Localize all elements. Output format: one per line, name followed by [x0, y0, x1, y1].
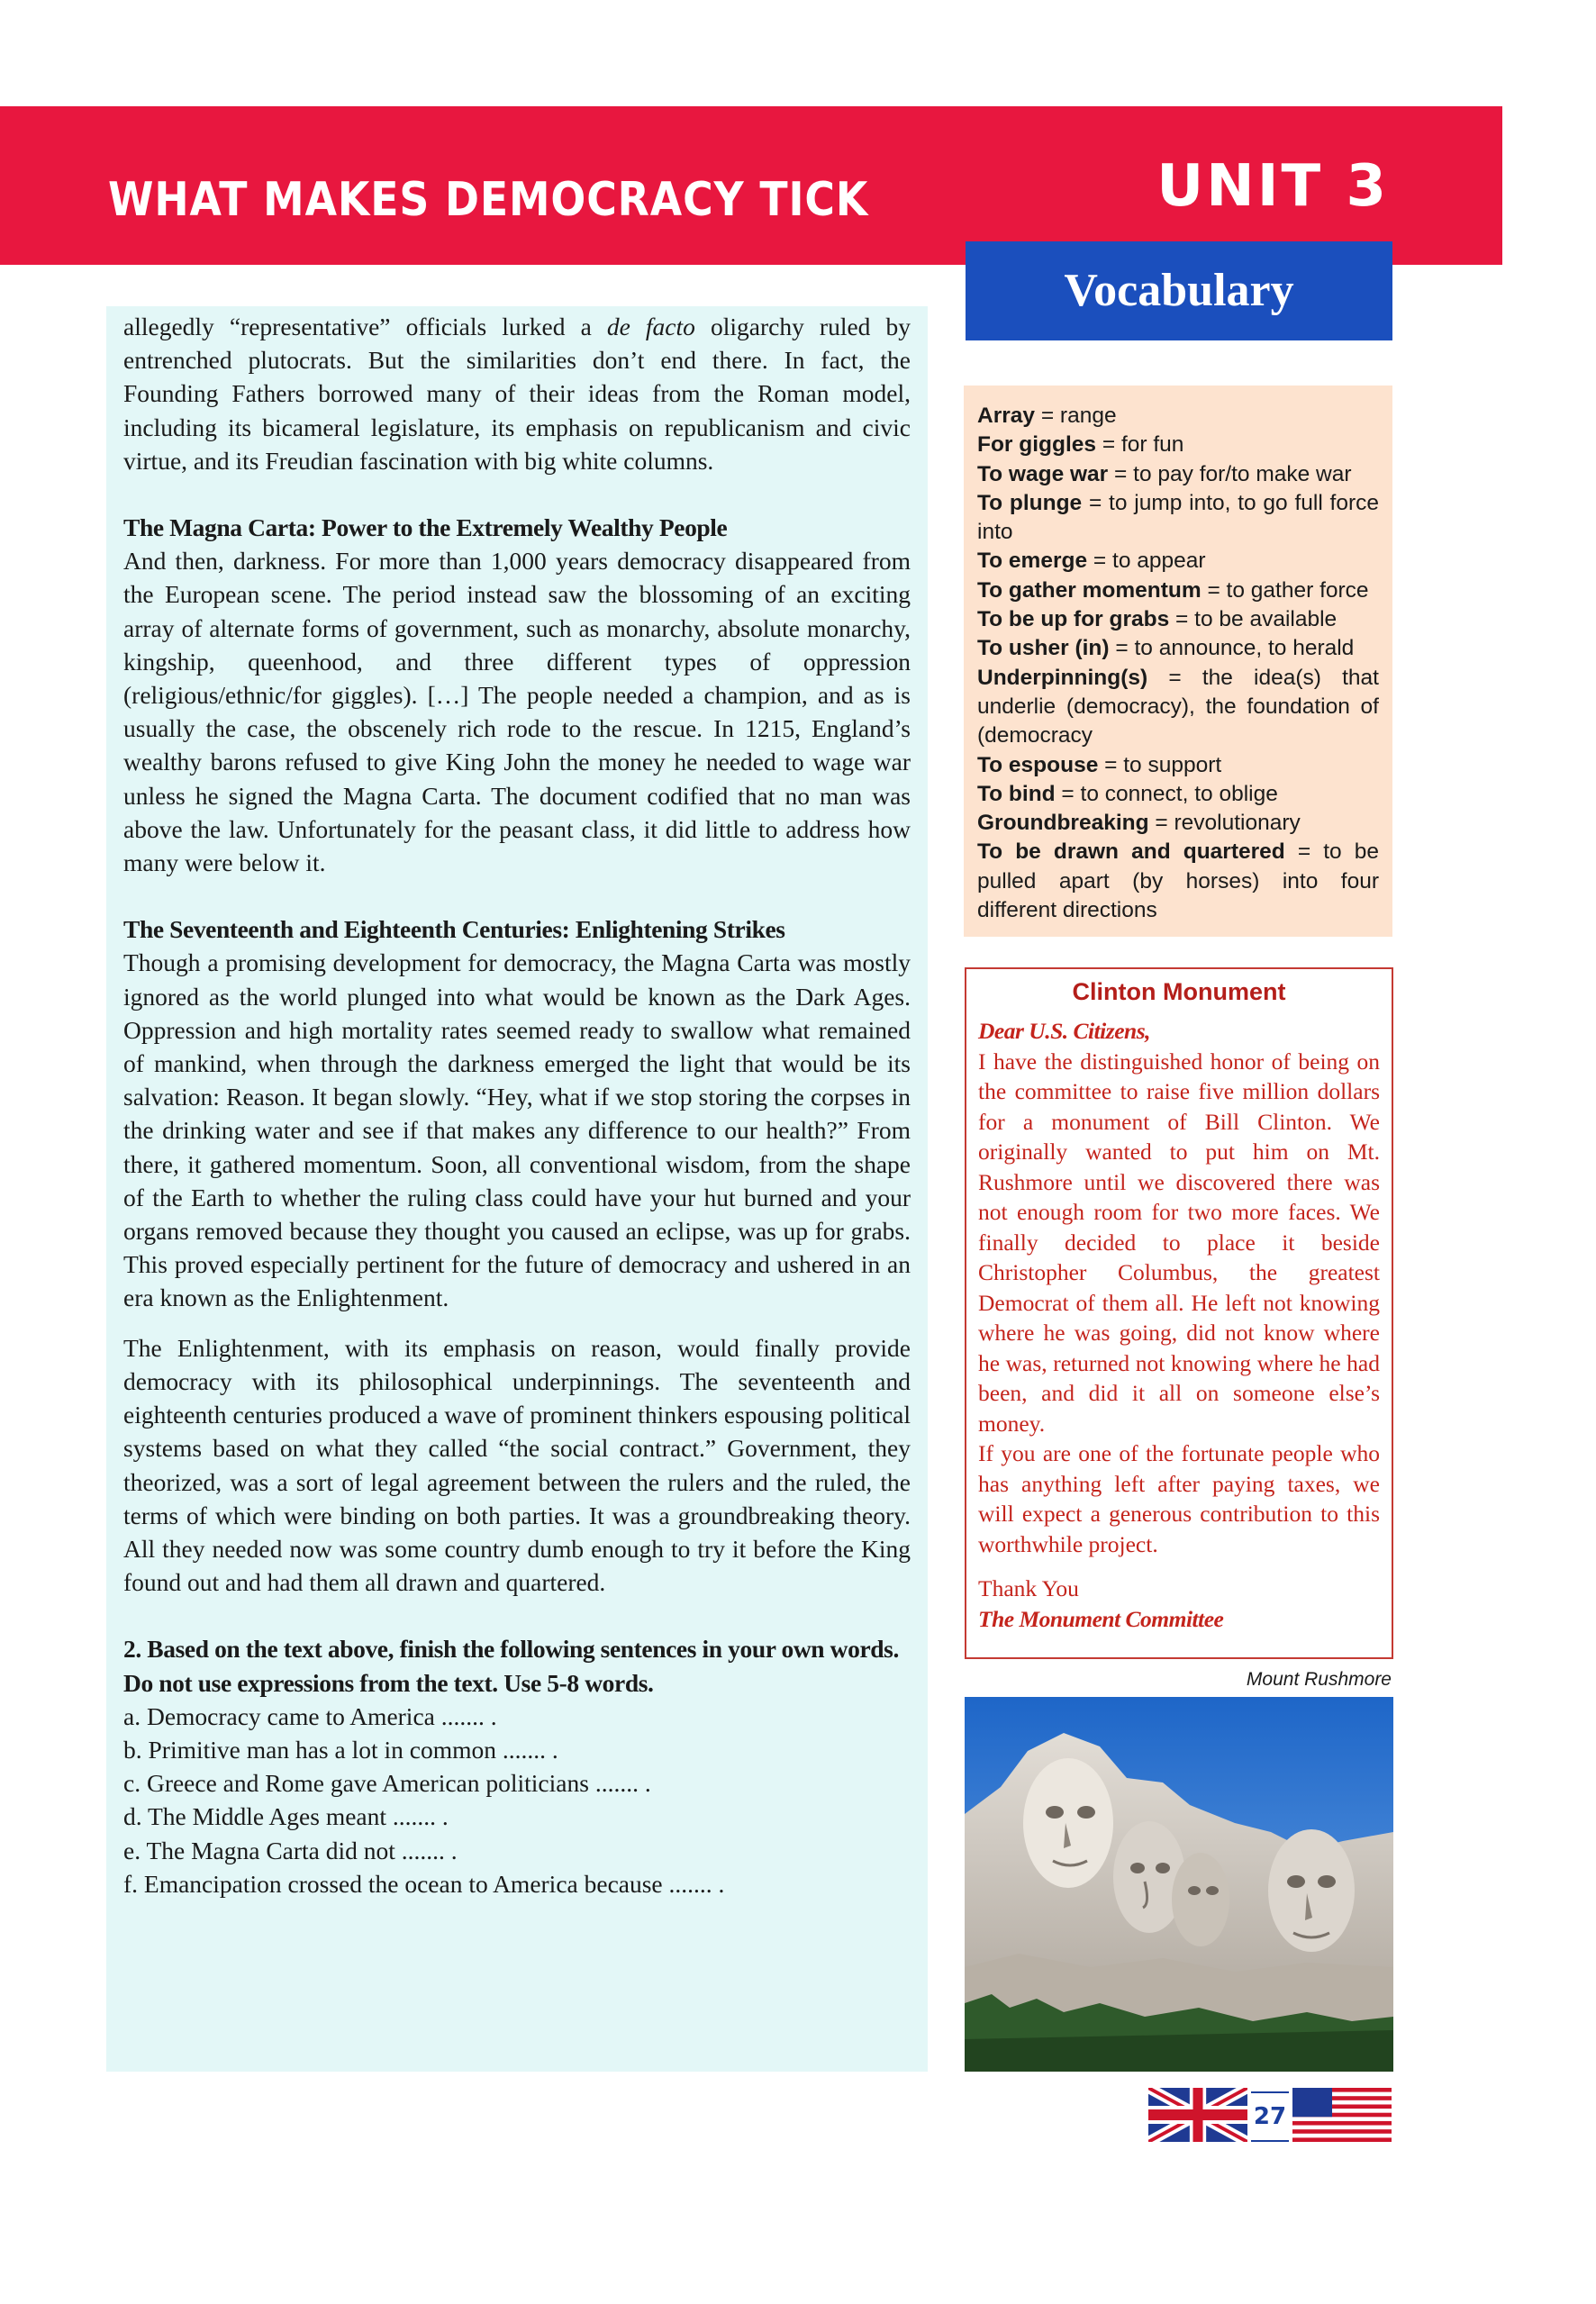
vocab-entry: To be drawn and quartered = to be pulled apart (by horses) into four different directions — [977, 839, 1379, 923]
section-heading-magna-carta: The Magna Carta: Power to the Extremely Wealthy People — [123, 513, 728, 542]
vocab-entry: Array = range — [977, 404, 1117, 428]
main-article — [123, 310, 911, 1900]
vocabulary-heading: Vocabulary — [966, 241, 1392, 340]
exercise-item: d. The Middle Ages meant ....... . — [123, 1802, 449, 1831]
exercise-item: f. Emancipation crossed the ocean to America because ....... . — [123, 1869, 725, 1898]
italic-term: de facto — [606, 313, 695, 340]
vocab-entry: To wage war = to pay for/to make war — [977, 461, 1352, 486]
section-paragraph-magna-carta: And then, darkness. For more than 1,000 years democracy disappeared from the European scene. The period instead saw the blossoming of an exciting array of alternate forms of government, such as monarchy, absolute monarchy, kingship, queenhood, and three different types of oppression (religious/ethnic/for giggles). […] The people needed a champion, and as is usually the case, the obscenely rich rode to the rescue. In 1215, England’s wealthy barons refused to give King John the money he needed to wage war unless he signed the Magna Carta. The document codified that no man was above the law. Unfortunately for the peasant class, it did little to address how many were below it. — [123, 547, 911, 877]
letter-body — [978, 1016, 1380, 1634]
mount-rushmore-photo — [965, 1697, 1393, 2072]
vocab-entry: For giggles = for fun — [977, 432, 1184, 458]
section-heading-enlightenment: The Seventeenth and Eighteenth Centuries: Enlightening Strikes — [123, 915, 785, 944]
vocab-entry: To be up for grabs = to be available — [977, 607, 1338, 632]
vocab-entry: To gather momentum = to gather force — [977, 577, 1369, 603]
us-flag-icon — [1292, 2088, 1392, 2142]
vocabulary-list — [977, 402, 1379, 925]
photo-caption: Mount Rushmore — [1246, 1669, 1392, 1690]
vocab-entry: To bind = to connect, to oblige — [977, 781, 1278, 806]
letter-paragraph: I have the distinguished honor of being on the committee to raise five million dollars for a monument of Bill Clinton. We originally wanted to put him on Mt. Rushmore until we discovered there was not enough room for two more faces. We finally decided to place it beside Christopher Columbus, the greatest Democrat of them all. He left not knowing where he was going, did not know where he was, returned not knowing where he had been, and did it all on someone else’s money. — [978, 1048, 1380, 1437]
exercise-instructions: 2. Based on the text above, finish the following sentences in your own words. Do not use expressions from the text. Use 5-8 words. — [123, 1635, 899, 1697]
uk-flag-icon — [1148, 2088, 1247, 2142]
letter-paragraph: If you are one of the fortunate people who has anything left after paying taxes, we will expect a generous contribution to this worthwhile project. — [978, 1440, 1380, 1557]
page-title: WHAT MAKES DEMOCRACY TICK — [108, 173, 869, 227]
section-paragraph-enlightenment: Though a promising development for democracy, the Magna Carta was mostly ignored as the world plunged into what would be known as the Dark Ages. Oppression and high mortality rates seemed ready to swallow what remained of mankind, when through the darkness emerged the light that would be its salvation: Reason. It began slowly. “Hey, what if we stop storing the corpses in the drinking water and see if that makes any difference to our health?” From there, it gathered momentum. Soon, all conventional wisdom, from the shape of the Earth to whether the ruling class could have your hut burned and your organs removed because they thought you caused an eclipse, was up for grabs. This proved especially pertinent for the future of democracy and ushered in an era known as the Enlightenment. — [123, 948, 911, 1312]
vocab-entry: To espouse = to support — [977, 752, 1222, 777]
vocab-entry: To usher (in) = to announce, to herald — [977, 636, 1355, 661]
letter-salutation: Dear U.S. Citizens, — [978, 1018, 1150, 1044]
exercise-item: c. Greece and Rome gave American politicians ....... . — [123, 1769, 651, 1798]
vocab-entry: To emerge = to appear — [977, 549, 1206, 574]
vocab-entry: Underpinning(s) = the idea(s) that underlie (democracy), the foundation of (democracy — [977, 665, 1379, 748]
unit-label: UNIT 3 — [1156, 153, 1389, 220]
page-number: 27 — [1251, 2091, 1289, 2142]
letter-closing: Thank You — [978, 1575, 1079, 1601]
exercise-item: b. Primitive man has a lot in common ....... . — [123, 1735, 558, 1764]
page-footer — [1148, 2088, 1392, 2142]
vocab-entry: To plunge = to jump into, to go full force into — [977, 490, 1380, 545]
intro-paragraph: allegedly “representative” officials lurked a de facto oligarchy ruled by entrenched plutocrats. But the similarities don’t end there. In fact, the Founding Fathers borrowed many of their ideas from the Roman model, including its bicameral legislature, its emphasis on republicanism and civic virtue, and its Freudian fascination with big white columns. — [123, 313, 911, 475]
exercise-item: e. The Magna Carta did not ....... . — [123, 1836, 458, 1864]
vocab-entry: Groundbreaking = revolutionary — [977, 811, 1301, 836]
letter-signature: The Monument Committee — [978, 1605, 1224, 1632]
letter-title: Clinton Monument — [1072, 978, 1286, 1005]
section-paragraph-social-contract: The Enlightenment, with its emphasis on reason, would finally provide democracy with its philosophical underpinnings. The seventeenth and eighteenth centuries produced a wave of prominent thinkers espousing political systems based on what they called “the social contract.” Government, they theorized, was a sort of legal agreement between the rulers and the ruled, the terms of which were binding on both parties. It was a groundbreaking theory. All they needed now was some country dumb enough to try it before the King found out and had them all drawn and quartered. — [123, 1333, 911, 1597]
exercise-item: a. Democracy came to America ....... . — [123, 1701, 497, 1730]
